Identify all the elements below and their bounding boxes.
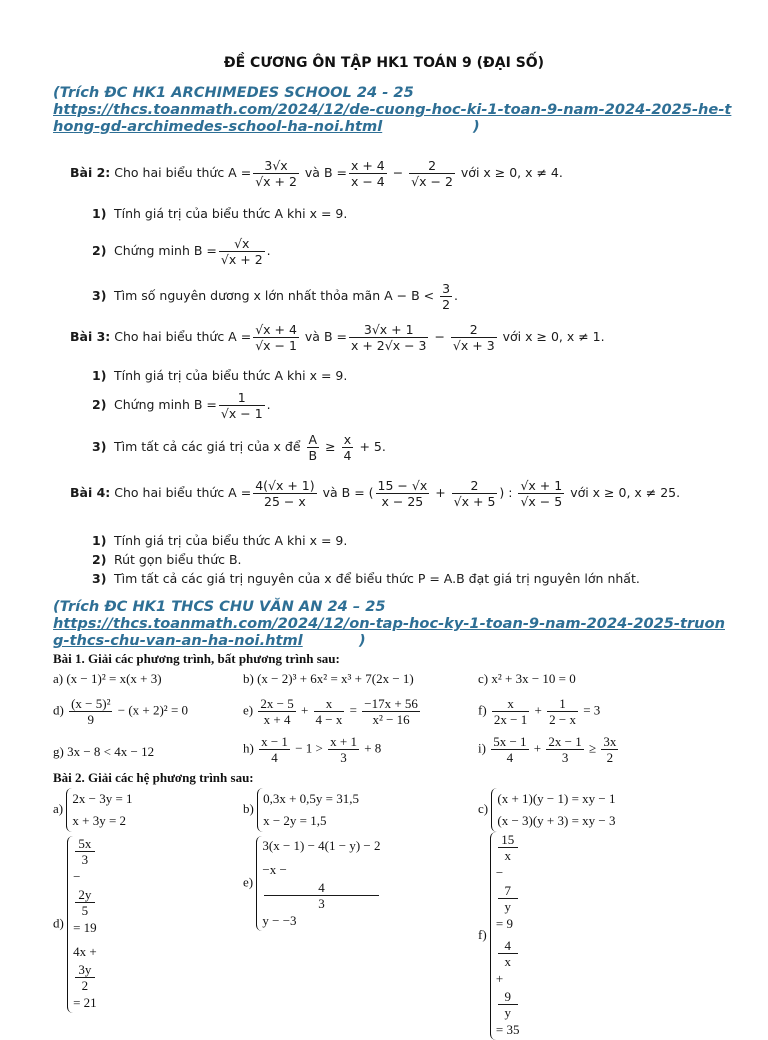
problem-label: Bài 2: [70, 165, 111, 180]
bai-3-item-3: 3) Tìm tất cả các giá trị của x để $\frac{A}{B}$ ≥ $\frac{x}{4}$ + 5. [92, 432, 386, 463]
section-2-bai-2-title: Bài 2. Giải các hệ phương trình sau: [53, 770, 254, 785]
problem-condition: với x ≥ 0, x ≠ 4. [460, 165, 563, 180]
eq-1h: h) $\frac{x - 1}{4}$ − 1 > $\frac{x + 1}{3}$ + 8 [243, 734, 382, 765]
page-title: ĐỀ CƯƠNG ÔN TẬP HK1 TOÁN 9 (ĐẠI SỐ) [223, 55, 545, 71]
eq-1d: d) $\frac{\text{(x − 5)²}}{9}$ − (x + 2)² = 0 [53, 696, 189, 727]
bai-3-item-2: 2) Chứng minh B = $\frac{1}{√x - 1}$ . [92, 390, 271, 421]
bai-4-item-3: 3) Tìm tất cả các giá trị nguyên của x để biểu thức P = A.B đạt giá trị nguyên lớn nhất. [92, 571, 640, 586]
eq-1e: e) $\frac{2x - 5}{x + 4}$ + $\frac{x}{4 - x}$ = $\frac{-17x + 56}{\text{x² − 16}}$ [243, 696, 418, 727]
eq-1b: b) (x − 2)³ + 6x² = x³ + 7(2x − 1) [243, 671, 414, 686]
problem-bai-3: Bài 3: Cho hai biểu thức A = $\frac{√x + 4}{√x - 1}$ và B = $\frac{3√x + 1}{x + 2√x - 3}$ − $\frac{2}{√x + 3}$ với x ≥ 0, x ≠ 1. [70, 322, 605, 353]
system-2f: f) 15 x − 7 y = 9 4 x + 9 y = 35 [478, 832, 520, 1040]
source-2-close: ) [359, 632, 366, 649]
problem-text: Cho hai biểu thức [114, 165, 225, 180]
source-2-link[interactable]: https://thcs.toanmath.com/2024/12/on-tap-hoc-ky-1-toan-9-nam-2024-2025-truong-thcs-chu-van-an-ha-noi.html [53, 615, 725, 649]
system-2a: a) 2x − 3y = 1 x + 3y = 2 [53, 788, 133, 832]
system-2b: b) 0,3x + 0,5y = 31,5 x − 2y = 1,5 [243, 788, 359, 832]
bai-4-item-1: 1) Tính giá trị của biểu thức A khi x = 9. [92, 533, 348, 548]
eq-1i: i) $\frac{5x - 1}{4}$ + $\frac{2x - 1}{3}$ ≥ $\frac{3x}{2}$ [478, 734, 617, 765]
bai-2-item-1: 1) Tính giá trị của biểu thức A khi x = 9. [92, 206, 348, 221]
source-1-close: ) [473, 118, 480, 135]
system-2d: d) 5x 3 − 2y 5 = 19 4x + 3y 2 = 21 [53, 836, 97, 1013]
problem-bai-4: Bài 4: Cho hai biểu thức A = $\frac{4(√x + 1)}{25 - x}$ và B = ( $\frac{15 - √x}{x - 25}$ + $\frac{2}{√x + 5}$ ) : $\frac{√x + 1}{√x - 5}$ với x ≥ 0, x ≠ 25. [70, 478, 681, 509]
eq-1f: f) $\frac{x}{2x - 1}$ + $\frac{1}{2 - x}$ = 3 [478, 696, 601, 727]
bai-4-item-2: 2) Rút gọn biểu thức B. [92, 552, 242, 567]
source-citation-2 [53, 598, 733, 649]
source-1-label: (Trích ĐC HK1 ARCHIMEDES SCHOOL 24 - 25 [53, 84, 414, 101]
eq-1c: c) x² + 3x − 10 = 0 [478, 671, 576, 686]
source-2-label: (Trích ĐC HK1 THCS CHU VĂN AN 24 – 25 [53, 598, 386, 615]
problem-bai-2: Bài 2: Cho hai biểu thức A = $\frac{3√x}{√x + 2}$ và B = $\frac{x + 4}{x - 4}$ − $\frac{2}{√x - 2}$ với x ≥ 0, x ≠ 4. [70, 158, 563, 189]
eq-1a: a) (x − 1)² = x(x + 3) [53, 671, 162, 686]
system-2e: e) 3(x − 1) − 4(1 − y) − 2 −x − 4 3 y − −3 [243, 836, 381, 931]
bai-3-item-1: 1) Tính giá trị của biểu thức A khi x = 9. [92, 368, 348, 383]
source-1-link[interactable]: https://thcs.toanmath.com/2024/12/de-cuong-hoc-ki-1-toan-9-nam-2024-2025-he-thong-gd-archimedes-school-ha-noi.html [53, 101, 732, 135]
bai-2-item-3: 3) Tìm số nguyên dương x lớn nhất thỏa mãn A − B < $\frac{3}{2}$ . [92, 281, 459, 312]
system-2c: c) (x + 1)(y − 1) = xy − 1 (x − 3)(y + 3) = xy − 3 [478, 788, 616, 832]
section-2-bai-1-title: Bài 1. Giải các phương trình, bất phương trình sau: [53, 651, 340, 666]
bai-2-item-2: 2) Chứng minh B = $\frac{√x}{√x + 2}$ . [92, 236, 271, 267]
eq-1g: g) 3x − 8 < 4x − 12 [53, 744, 155, 759]
source-citation-1 [53, 84, 733, 135]
